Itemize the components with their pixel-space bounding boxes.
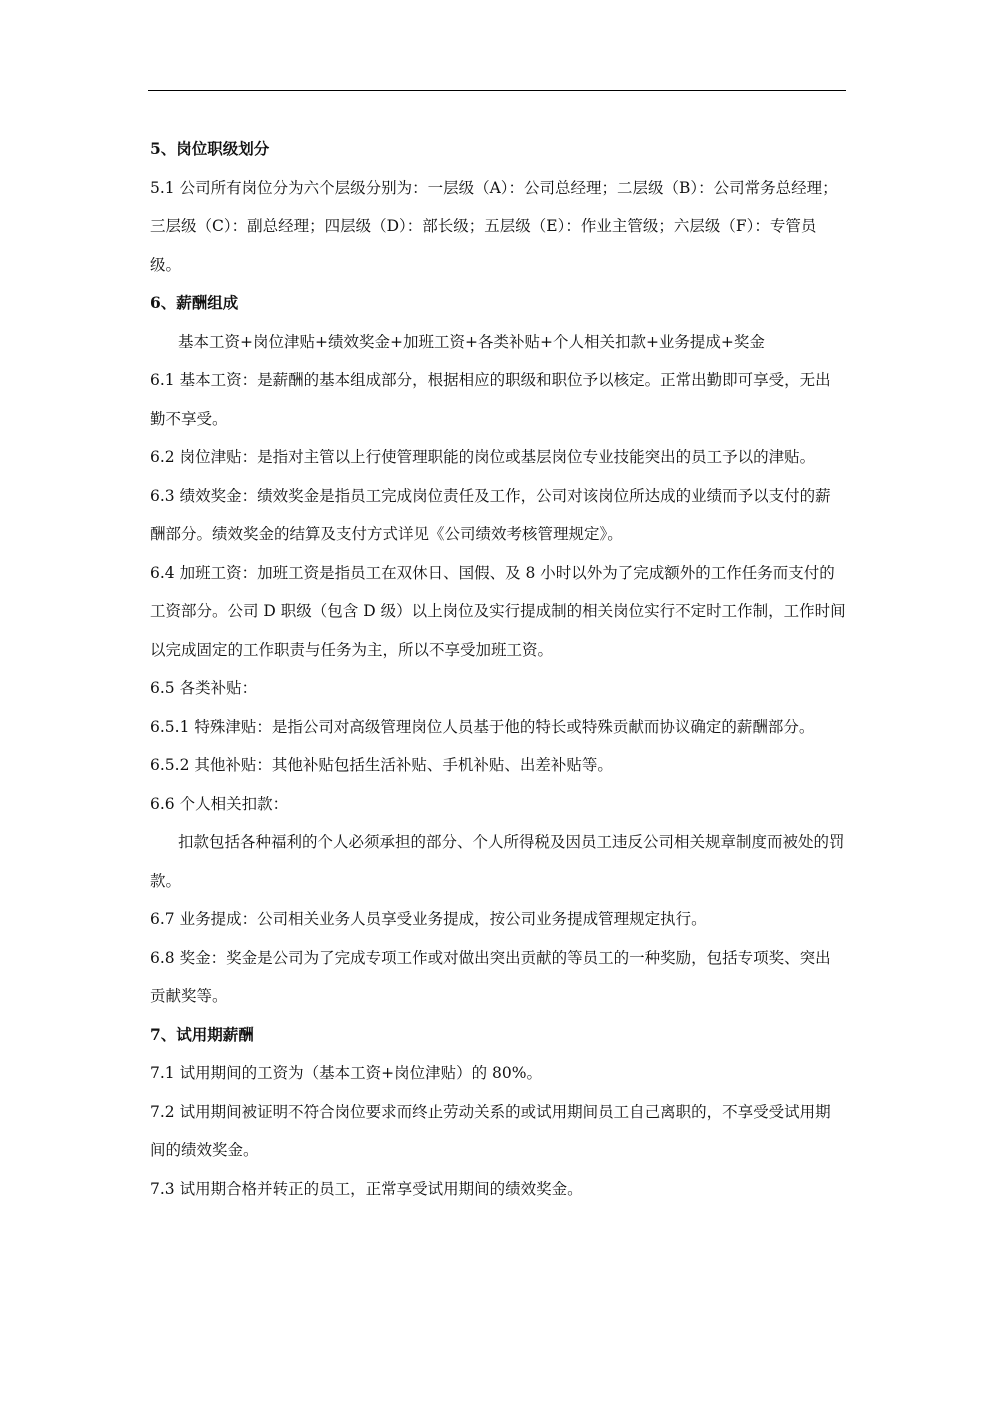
header-rule bbox=[148, 90, 846, 91]
paragraph-6-4: 6.4 加班工资：加班工资是指员工在双休日、国假、及 8 小时以外为了完成额外的工作任务而支付的工资部分。公司 D 职级（包含 D 级）以上岗位及实行提成制的相关岗位实行不定时工作制，工作时间以完成固定的工作职责与任务为主，所以不享受加班工资。 bbox=[150, 563, 846, 659]
paragraph-salary-formula: 基本工资+岗位津贴+绩效奖金+加班工资+各类补贴+个人相关扣款+业务提成+奖金 bbox=[178, 332, 765, 351]
paragraph-6-7: 6.7 业务提成：公司相关业务人员享受业务提成，按公司业务提成管理规定执行。 bbox=[150, 910, 707, 928]
paragraph-6-6: 6.6 个人相关扣款： bbox=[150, 794, 289, 813]
paragraph-6-5-1: 6.5.1 特殊津贴：是指公司对高级管理岗位人员基于他的特长或特殊贡献而协议确定的薪酬部分。 bbox=[150, 717, 815, 736]
section-heading-5: 5、岗位职级划分 bbox=[150, 139, 270, 158]
paragraph-5-1: 5.1 公司所有岗位分为六个层级分别为：一层级（A）：公司总经理；二层级（B）：公司常务总经理；三层级（C）：副总经理；四层级（D）：部长级；五层级（E）：作业主管级；六层级（F）：专管员级。 bbox=[150, 178, 838, 274]
paragraph-7-3: 7.3 试用期合格并转正的员工，正常享受试用期间的绩效奖金。 bbox=[150, 1179, 583, 1198]
section-heading-6: 6、薪酬组成 bbox=[150, 293, 239, 312]
section-heading-7: 7、试用期薪酬 bbox=[150, 1024, 254, 1044]
paragraph-6-2: 6.2 岗位津贴：是指对主管以上行使管理职能的岗位或基层岗位专业技能突出的员工予以的津贴。 bbox=[150, 448, 816, 466]
paragraph-7-1: 7.1 试用期间的工资为（基本工资+岗位津贴）的 80%。 bbox=[150, 1064, 542, 1082]
paragraph-6-6-detail: 扣款包括各种福利的个人必须承担的部分、个人所得税及因员工违反公司相关规章制度而被处的罚款。 bbox=[150, 833, 845, 890]
paragraph-6-1: 6.1 基本工资：是薪酬的基本组成部分，根据相应的职级和职位予以核定。正常出勤即可享受，无出勤不享受。 bbox=[150, 371, 831, 428]
document-body bbox=[150, 130, 846, 1208]
paragraph-7-2: 7.2 试用期间被证明不符合岗位要求而终止劳动关系的或试用期间员工自己离职的，不享受受试用期间的绩效奖金。 bbox=[150, 1102, 831, 1159]
paragraph-6-8: 6.8 奖金：奖金是公司为了完成专项工作或对做出突出贡献的等员工的一种奖励，包括专项奖、突出贡献奖等。 bbox=[150, 948, 831, 1005]
paragraph-6-3: 6.3 绩效奖金：绩效奖金是指员工完成岗位责任及工作，公司对该岗位所达成的业绩而予以支付的薪酬部分。绩效奖金的结算及支付方式详见《公司绩效考核管理规定》。 bbox=[150, 486, 831, 543]
paragraph-6-5-2: 6.5.2 其他补贴：其他补贴包括生活补贴、手机补贴、出差补贴等。 bbox=[150, 756, 613, 774]
paragraph-6-5: 6.5 各类补贴： bbox=[150, 679, 258, 697]
